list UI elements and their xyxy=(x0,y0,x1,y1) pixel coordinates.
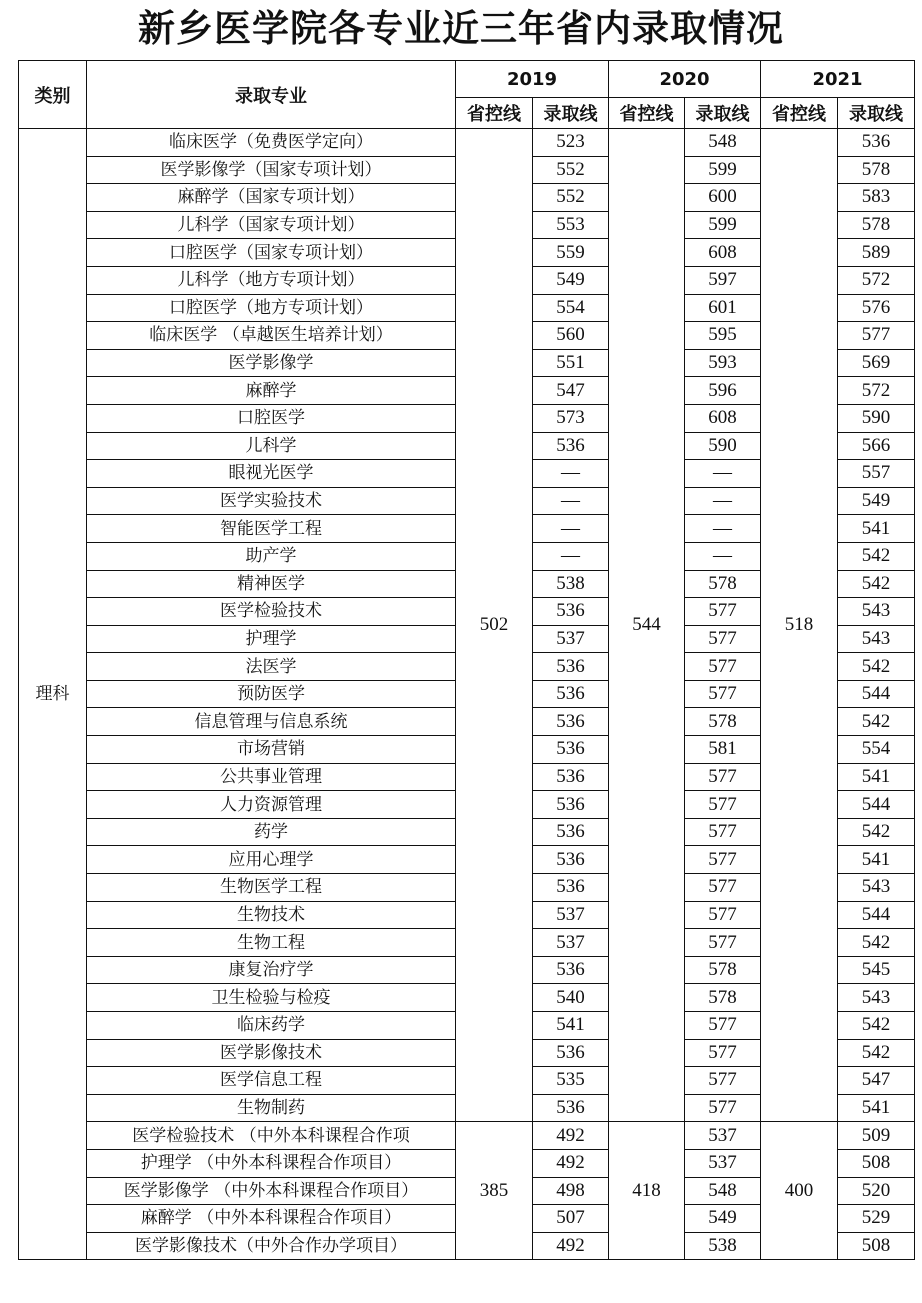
admission-line-cell: 544 xyxy=(838,901,915,929)
admission-line-cell: 578 xyxy=(685,956,761,984)
admission-line-cell: 535 xyxy=(533,1067,609,1095)
admission-line-cell: 492 xyxy=(533,1122,609,1150)
header-control-line: 省控线 xyxy=(456,98,533,129)
admission-line-cell: 595 xyxy=(685,322,761,350)
admission-line-cell: 543 xyxy=(838,598,915,626)
major-cell: 儿科学（地方专项计划） xyxy=(87,266,456,294)
admission-line-cell: 577 xyxy=(838,322,915,350)
admission-line-cell: 599 xyxy=(685,156,761,184)
admission-line-cell: 549 xyxy=(685,1205,761,1233)
admission-line-cell: 547 xyxy=(533,377,609,405)
admission-line-cell: 541 xyxy=(838,515,915,543)
major-cell: 医学检验技术 xyxy=(87,598,456,626)
admission-line-cell: 589 xyxy=(838,239,915,267)
admission-line-cell: 529 xyxy=(838,1205,915,1233)
admission-line-cell: 577 xyxy=(685,1012,761,1040)
page-title: 新乡医学院各专业近三年省内录取情况 xyxy=(138,6,784,50)
header-year-2019: 2019 xyxy=(456,61,609,98)
admission-line-cell: 549 xyxy=(533,266,609,294)
admission-line-cell: 536 xyxy=(533,818,609,846)
control-line-cell: 385 xyxy=(456,1122,533,1260)
admission-line-cell: 537 xyxy=(685,1149,761,1177)
admission-line-cell: 549 xyxy=(838,487,915,515)
major-cell: 人力资源管理 xyxy=(87,791,456,819)
admission-line-cell: 536 xyxy=(533,956,609,984)
admission-line-cell: 559 xyxy=(533,239,609,267)
admission-line-cell: 572 xyxy=(838,266,915,294)
admission-line-cell: 536 xyxy=(533,763,609,791)
major-cell: 生物工程 xyxy=(87,929,456,957)
control-line-cell: 518 xyxy=(761,129,838,1122)
major-cell: 医学影像技术 xyxy=(87,1039,456,1067)
admission-line-cell: 536 xyxy=(838,129,915,157)
control-line-cell: 400 xyxy=(761,1122,838,1260)
admission-line-cell: 608 xyxy=(685,239,761,267)
major-cell: 预防医学 xyxy=(87,680,456,708)
admission-line-cell: 542 xyxy=(838,929,915,957)
major-cell: 口腔医学（地方专项计划） xyxy=(87,294,456,322)
major-cell: 医学影像学 （中外本科课程合作项目） xyxy=(87,1177,456,1205)
admission-line-cell: 578 xyxy=(685,984,761,1012)
admission-line-cell: — xyxy=(533,460,609,488)
admission-line-cell: 577 xyxy=(685,680,761,708)
admission-line-cell: — xyxy=(533,515,609,543)
admission-line-cell: 548 xyxy=(685,129,761,157)
major-cell: 应用心理学 xyxy=(87,846,456,874)
major-cell: 智能医学工程 xyxy=(87,515,456,543)
admission-line-cell: — xyxy=(685,487,761,515)
admission-line-cell: 540 xyxy=(533,984,609,1012)
admission-line-cell: 543 xyxy=(838,874,915,902)
major-cell: 麻醉学（国家专项计划） xyxy=(87,184,456,212)
admission-line-cell: 577 xyxy=(685,625,761,653)
admission-table xyxy=(18,60,915,1260)
header-control-line: 省控线 xyxy=(609,98,685,129)
admission-line-cell: 537 xyxy=(533,929,609,957)
admission-line-cell: 536 xyxy=(533,680,609,708)
admission-line-cell: 536 xyxy=(533,736,609,764)
admission-line-cell: 548 xyxy=(685,1177,761,1205)
admission-line-cell: 542 xyxy=(838,1039,915,1067)
major-cell: 儿科学 xyxy=(87,432,456,460)
major-cell: 麻醉学 （中外本科课程合作项目） xyxy=(87,1205,456,1233)
header-admission-line: 录取线 xyxy=(838,98,915,129)
major-cell: 临床医学（免费医学定向） xyxy=(87,129,456,157)
admission-line-cell: 542 xyxy=(838,570,915,598)
major-cell: 医学影像学 xyxy=(87,349,456,377)
admission-line-cell: — xyxy=(533,487,609,515)
admission-line-cell: 577 xyxy=(685,929,761,957)
admission-line-cell: 597 xyxy=(685,266,761,294)
admission-line-cell: 551 xyxy=(533,349,609,377)
admission-line-cell: 492 xyxy=(533,1149,609,1177)
admission-line-cell: 601 xyxy=(685,294,761,322)
admission-line-cell: 536 xyxy=(533,708,609,736)
admission-line-cell: 590 xyxy=(685,432,761,460)
major-cell: 生物医学工程 xyxy=(87,874,456,902)
admission-line-cell: 536 xyxy=(533,653,609,681)
admission-line-cell: 541 xyxy=(838,846,915,874)
admission-line-cell: 544 xyxy=(838,791,915,819)
admission-line-cell: 537 xyxy=(533,625,609,653)
admission-line-cell: 508 xyxy=(838,1149,915,1177)
admission-line-cell: 507 xyxy=(533,1205,609,1233)
admission-line-cell: 542 xyxy=(838,1012,915,1040)
admission-line-cell: 492 xyxy=(533,1232,609,1260)
admission-line-cell: 577 xyxy=(685,763,761,791)
admission-line-cell: 590 xyxy=(838,404,915,432)
header-admission-line: 录取线 xyxy=(533,98,609,129)
major-cell: 口腔医学（国家专项计划） xyxy=(87,239,456,267)
major-cell: 护理学 xyxy=(87,625,456,653)
admission-line-cell: 577 xyxy=(685,653,761,681)
admission-line-cell: 576 xyxy=(838,294,915,322)
admission-line-cell: 577 xyxy=(685,1039,761,1067)
admission-line-cell: 538 xyxy=(533,570,609,598)
admission-line-cell: 536 xyxy=(533,1039,609,1067)
admission-line-cell: 508 xyxy=(838,1232,915,1260)
major-cell: 护理学 （中外本科课程合作项目） xyxy=(87,1149,456,1177)
admission-line-cell: 581 xyxy=(685,736,761,764)
header-year-2020: 2020 xyxy=(609,61,761,98)
control-line-cell: 502 xyxy=(456,129,533,1122)
major-cell: 精神医学 xyxy=(87,570,456,598)
admission-line-cell: 578 xyxy=(685,708,761,736)
major-cell: 药学 xyxy=(87,818,456,846)
admission-line-cell: 577 xyxy=(685,901,761,929)
major-cell: 麻醉学 xyxy=(87,377,456,405)
admission-line-cell: 578 xyxy=(838,211,915,239)
header-admission-line: 录取线 xyxy=(685,98,761,129)
admission-line-cell: 536 xyxy=(533,432,609,460)
major-cell: 临床医学 （卓越医生培养计划） xyxy=(87,322,456,350)
major-cell: 医学信息工程 xyxy=(87,1067,456,1095)
admission-line-cell: 536 xyxy=(533,791,609,819)
major-cell: 卫生检验与检疫 xyxy=(87,984,456,1012)
admission-line-cell: 577 xyxy=(685,598,761,626)
table-row xyxy=(19,129,915,157)
admission-line-cell: 572 xyxy=(838,377,915,405)
major-cell: 法医学 xyxy=(87,653,456,681)
major-cell: 生物技术 xyxy=(87,901,456,929)
table-body xyxy=(19,129,915,1260)
admission-line-cell: 577 xyxy=(685,791,761,819)
admission-line-cell: 541 xyxy=(838,763,915,791)
admission-line-cell: 608 xyxy=(685,404,761,432)
admission-line-cell: — xyxy=(685,460,761,488)
admission-line-cell: 542 xyxy=(838,653,915,681)
admission-line-cell: 577 xyxy=(685,846,761,874)
admission-line-cell: — xyxy=(685,542,761,570)
major-cell: 助产学 xyxy=(87,542,456,570)
major-cell: 眼视光医学 xyxy=(87,460,456,488)
header-control-line: 省控线 xyxy=(761,98,838,129)
admission-line-cell: 583 xyxy=(838,184,915,212)
admission-line-cell: 523 xyxy=(533,129,609,157)
admission-line-cell: 573 xyxy=(533,404,609,432)
major-cell: 医学检验技术 （中外本科课程合作项 xyxy=(87,1122,456,1150)
control-line-cell: 544 xyxy=(609,129,685,1122)
major-cell: 医学影像技术（中外合作办学项目） xyxy=(87,1232,456,1260)
control-line-cell: 418 xyxy=(609,1122,685,1260)
admission-line-cell: 543 xyxy=(838,984,915,1012)
admission-line-cell: 509 xyxy=(838,1122,915,1150)
admission-line-cell: 536 xyxy=(533,846,609,874)
major-cell: 医学实验技术 xyxy=(87,487,456,515)
admission-line-cell: 537 xyxy=(533,901,609,929)
major-cell: 儿科学（国家专项计划） xyxy=(87,211,456,239)
header-major: 录取专业 xyxy=(87,61,456,129)
admission-line-cell: — xyxy=(533,542,609,570)
admission-line-cell: 577 xyxy=(685,1094,761,1122)
category-cell: 理科 xyxy=(19,129,87,1260)
admission-line-cell: 536 xyxy=(533,598,609,626)
admission-line-cell: 578 xyxy=(685,570,761,598)
admission-line-cell: 557 xyxy=(838,460,915,488)
admission-line-cell: 552 xyxy=(533,184,609,212)
admission-line-cell: 552 xyxy=(533,156,609,184)
admission-line-cell: 542 xyxy=(838,708,915,736)
admission-line-cell: 554 xyxy=(533,294,609,322)
admission-line-cell: — xyxy=(685,515,761,543)
admission-line-cell: 538 xyxy=(685,1232,761,1260)
major-cell: 公共事业管理 xyxy=(87,763,456,791)
header-year-2021: 2021 xyxy=(761,61,915,98)
admission-line-cell: 577 xyxy=(685,874,761,902)
admission-line-cell: 554 xyxy=(838,736,915,764)
header-category: 类别 xyxy=(19,61,87,129)
admission-line-cell: 593 xyxy=(685,349,761,377)
admission-line-cell: 541 xyxy=(533,1012,609,1040)
admission-line-cell: 537 xyxy=(685,1122,761,1150)
admission-line-cell: 544 xyxy=(838,680,915,708)
major-cell: 医学影像学（国家专项计划） xyxy=(87,156,456,184)
admission-line-cell: 560 xyxy=(533,322,609,350)
admission-line-cell: 543 xyxy=(838,625,915,653)
admission-line-cell: 566 xyxy=(838,432,915,460)
admission-line-cell: 542 xyxy=(838,818,915,846)
table-row xyxy=(19,1122,915,1150)
admission-line-cell: 599 xyxy=(685,211,761,239)
admission-line-cell: 577 xyxy=(685,1067,761,1095)
admission-line-cell: 542 xyxy=(838,542,915,570)
major-cell: 口腔医学 xyxy=(87,404,456,432)
admission-line-cell: 577 xyxy=(685,818,761,846)
major-cell: 康复治疗学 xyxy=(87,956,456,984)
admission-line-cell: 536 xyxy=(533,874,609,902)
admission-line-cell: 536 xyxy=(533,1094,609,1122)
admission-line-cell: 498 xyxy=(533,1177,609,1205)
admission-line-cell: 569 xyxy=(838,349,915,377)
admission-line-cell: 520 xyxy=(838,1177,915,1205)
admission-line-cell: 578 xyxy=(838,156,915,184)
major-cell: 临床药学 xyxy=(87,1012,456,1040)
major-cell: 信息管理与信息系统 xyxy=(87,708,456,736)
admission-line-cell: 553 xyxy=(533,211,609,239)
admission-line-cell: 600 xyxy=(685,184,761,212)
major-cell: 市场营销 xyxy=(87,736,456,764)
admission-line-cell: 541 xyxy=(838,1094,915,1122)
admission-line-cell: 545 xyxy=(838,956,915,984)
admission-line-cell: 547 xyxy=(838,1067,915,1095)
admission-line-cell: 596 xyxy=(685,377,761,405)
major-cell: 生物制药 xyxy=(87,1094,456,1122)
